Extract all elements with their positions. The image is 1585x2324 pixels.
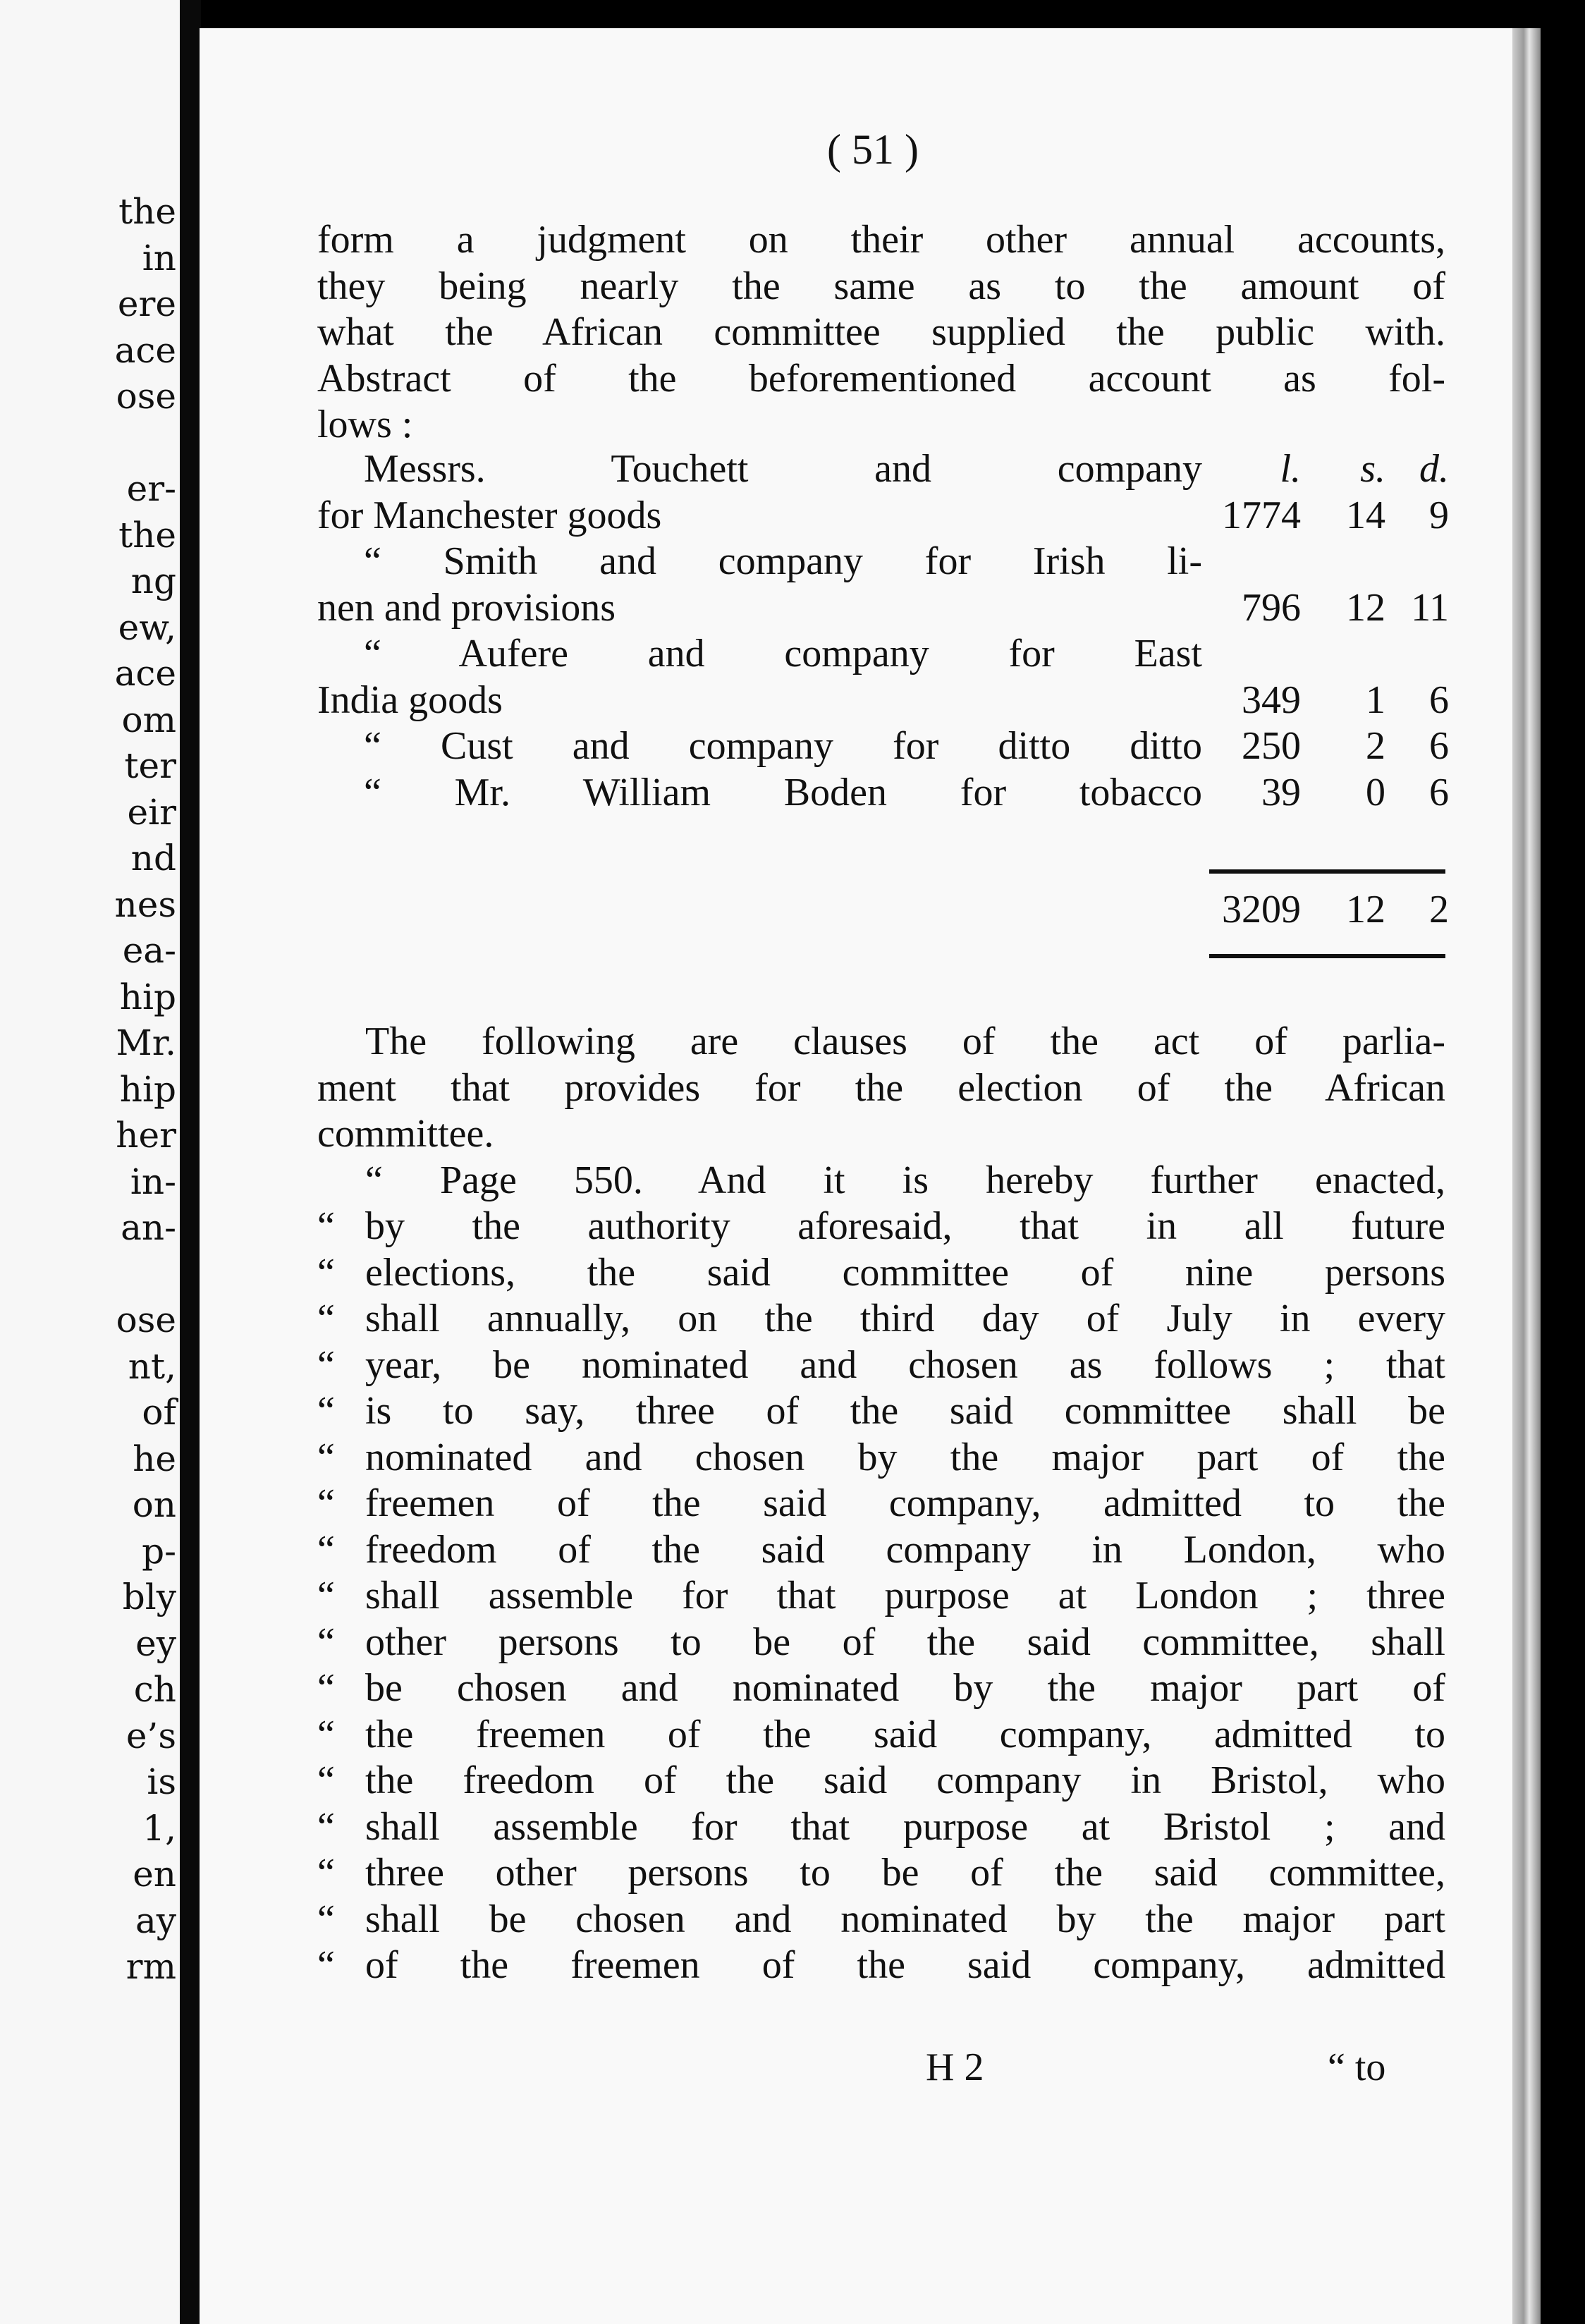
sum-rule-top xyxy=(1209,869,1445,874)
amount-shillings: 14 xyxy=(1346,493,1385,537)
clause-text: shall assemble for that purpose at London ; three xyxy=(365,1574,1445,1617)
facing-page-text xyxy=(0,189,176,1990)
facing-page-line: Mr. xyxy=(116,1022,176,1063)
amount-pounds: 250 xyxy=(1242,724,1301,768)
facing-page-line: in xyxy=(142,237,176,279)
table-row xyxy=(317,493,1449,539)
amount-shillings: 0 xyxy=(1366,770,1385,814)
clause-line xyxy=(317,1435,1445,1481)
clause-line xyxy=(317,1804,1445,1851)
facing-page-line: 1, xyxy=(142,1807,176,1849)
account-desc: “ Aufere and company for East xyxy=(364,632,1202,675)
facing-page-line: ng xyxy=(130,561,176,601)
account-desc: nen and provisions xyxy=(317,585,616,630)
facing-page-line: ey xyxy=(135,1622,176,1664)
facing-page-line: om xyxy=(121,699,176,740)
quote-mark: “ xyxy=(317,1666,335,1710)
facing-page-line: ter xyxy=(124,745,176,786)
total-pence: 2 xyxy=(1429,888,1449,931)
clause-text: the freedom of the said company in Bristol, who xyxy=(365,1759,1445,1802)
clauses-section xyxy=(317,1019,1445,1989)
facing-page-line: rm xyxy=(126,1946,176,1987)
facing-page-line: en xyxy=(133,1854,176,1895)
clause-line xyxy=(317,1665,1445,1712)
clause-line xyxy=(317,1527,1445,1574)
account-desc: “ Mr. William Boden for tobacco xyxy=(364,770,1202,814)
intro-line: they being nearly the same as to the amount of xyxy=(317,264,1445,308)
book-gutter xyxy=(180,0,201,2324)
signature-mark: H 2 xyxy=(926,2045,984,2089)
total-row xyxy=(317,887,1449,934)
intro-paragraph xyxy=(317,217,1445,448)
quote-mark: “ xyxy=(317,1297,335,1340)
intro-line: what the African committee supplied the public with. xyxy=(317,310,1445,354)
facing-page-line: on xyxy=(132,1484,176,1525)
facing-page-line: p- xyxy=(142,1530,176,1572)
facing-page-line: er- xyxy=(126,468,176,509)
clause-line xyxy=(317,1250,1445,1297)
clause-text: shall assemble for that purpose at Bristol ; and xyxy=(365,1804,1445,1849)
amount-pence: 6 xyxy=(1429,678,1449,722)
table-row xyxy=(317,585,1449,632)
account-table xyxy=(317,446,1449,931)
facing-page-line: ay xyxy=(135,1900,176,1941)
header-pounds: l. xyxy=(1280,447,1301,491)
facing-page-line: hip xyxy=(119,1068,176,1110)
header-shillings: s. xyxy=(1360,447,1385,491)
quote-mark: “ xyxy=(317,1250,335,1295)
facing-page-line: he xyxy=(133,1438,176,1479)
facing-page-line: ch xyxy=(133,1669,176,1710)
clause-text: is to say, three of the said committee shall be xyxy=(365,1389,1445,1433)
amount-shillings: 1 xyxy=(1366,678,1385,722)
quote-mark: “ xyxy=(317,1943,335,1987)
facing-page-line: her xyxy=(116,1115,176,1156)
amount-pounds: 349 xyxy=(1242,678,1301,722)
intro-line: form a judgment on their other annual accounts, xyxy=(317,218,1445,262)
facing-page-line: bly xyxy=(122,1577,176,1617)
clause-text: The following are clauses of the act of parlia- xyxy=(365,1020,1445,1063)
facing-page-line: the xyxy=(118,191,176,232)
facing-page-line: ose xyxy=(116,1299,176,1340)
clause-line xyxy=(317,1850,1445,1897)
table-row xyxy=(317,539,1445,585)
clause-line xyxy=(317,1620,1445,1666)
clause-text: elections, the said committee of nine persons xyxy=(365,1250,1445,1295)
facing-page-line: an- xyxy=(121,1207,176,1248)
facing-page-line: ace xyxy=(114,329,176,371)
clause-line xyxy=(317,1943,1445,1989)
amount-shillings: 2 xyxy=(1366,724,1385,768)
account-desc: India goods xyxy=(317,678,503,722)
facing-page-line: hip xyxy=(119,976,176,1017)
amount-pence: 6 xyxy=(1429,770,1449,814)
quote-mark: “ xyxy=(317,1343,335,1387)
quote-mark: “ xyxy=(317,1481,335,1525)
total-pounds: 3209 xyxy=(1222,888,1301,931)
facing-page-line: in- xyxy=(130,1161,176,1202)
facing-page-line: of xyxy=(142,1392,176,1433)
amount-pounds: 796 xyxy=(1242,585,1301,630)
account-desc: “ Smith and company for Irish li- xyxy=(364,539,1202,583)
facing-page-line: the xyxy=(118,514,176,556)
clause-text: shall be chosen and nominated by the major part xyxy=(365,1897,1445,1941)
amount-shillings: 12 xyxy=(1346,585,1385,630)
catchword: “ to xyxy=(1328,2045,1386,2089)
clause-text: of the freemen of the said company, admitted xyxy=(365,1943,1445,1987)
facing-page-line: nt, xyxy=(128,1345,176,1387)
clause-text: other persons to be of the said committee, shall xyxy=(365,1620,1445,1664)
facing-page-line: ere xyxy=(117,283,176,324)
quoted-clause-lines xyxy=(317,1204,1445,1989)
quote-mark: “ xyxy=(317,1527,335,1572)
facing-page-fragment xyxy=(0,0,180,2324)
quote-mark: “ xyxy=(317,1759,335,1802)
table-row xyxy=(317,770,1449,817)
sum-rule-bottom xyxy=(1209,954,1445,958)
clause-text: ment that provides for the election of the African xyxy=(317,1065,1445,1110)
clause-line xyxy=(317,1019,1445,1065)
quote-mark: “ xyxy=(317,1389,335,1433)
account-desc: for Manchester goods xyxy=(317,493,662,537)
total-shillings: 12 xyxy=(1346,888,1385,931)
quote-mark: “ xyxy=(317,1712,335,1756)
facing-page-line: ose xyxy=(116,376,176,417)
quote-mark: “ xyxy=(317,1804,335,1849)
clause-text: be chosen and nominated by the major part of xyxy=(365,1666,1445,1710)
quote-mark: “ xyxy=(317,1851,335,1895)
clause-text: the freemen of the said company, admitted to xyxy=(365,1712,1445,1756)
clause-text: committee. xyxy=(317,1112,494,1156)
clause-line xyxy=(317,1388,1445,1435)
clause-line xyxy=(317,1897,1445,1943)
account-desc: “ Cust and company for ditto ditto xyxy=(364,724,1202,768)
page-edge xyxy=(1512,28,1541,2324)
facing-page-line: ea- xyxy=(122,930,176,971)
clause-text: year, be nominated and chosen as follows ; that xyxy=(365,1343,1445,1387)
facing-page-line: nes xyxy=(114,883,176,925)
facing-page-line: nd xyxy=(130,838,176,879)
amount-pence: 6 xyxy=(1429,724,1449,768)
facing-page-line: eir xyxy=(127,791,176,833)
amount-pounds: 39 xyxy=(1261,770,1301,814)
header-pence: d. xyxy=(1419,447,1449,491)
quote-mark: “ xyxy=(317,1620,335,1664)
intro-line: Abstract of the beforementioned account as fol- xyxy=(317,356,1445,400)
amount-pence: 11 xyxy=(1411,585,1449,630)
amount-pounds: 1774 xyxy=(1222,493,1301,537)
table-row xyxy=(317,678,1449,724)
clause-text: freedom of the said company in London, who xyxy=(365,1527,1445,1572)
table-row xyxy=(317,723,1449,770)
quote-mark: “ xyxy=(317,1897,335,1941)
clause-text: three other persons to be of the said committee, xyxy=(365,1851,1445,1895)
clause-line xyxy=(317,1481,1445,1527)
clause-text: shall annually, on the third day of July in every xyxy=(365,1297,1445,1340)
page xyxy=(200,28,1512,2324)
intro-line: lows : xyxy=(317,403,413,446)
clause-text: nominated and chosen by the major part of the xyxy=(365,1435,1445,1479)
quote-mark: “ xyxy=(317,1204,335,1248)
table-row xyxy=(317,446,1449,493)
clause-line xyxy=(317,1296,1445,1343)
clause-line xyxy=(317,1758,1445,1804)
clause-line xyxy=(317,1204,1445,1250)
clause-text: “ Page 550. And it is hereby further enacted, xyxy=(365,1158,1445,1202)
page-number: ( 51 ) xyxy=(827,126,919,173)
clause-line xyxy=(317,1343,1445,1389)
amount-pence: 9 xyxy=(1429,493,1449,537)
quote-mark: “ xyxy=(317,1574,335,1617)
facing-page-line xyxy=(0,420,176,467)
table-row xyxy=(317,631,1445,678)
clause-line xyxy=(317,1158,1445,1204)
facing-page-line: e’s xyxy=(126,1715,176,1756)
clause-text: freemen of the said company, admitted to the xyxy=(365,1481,1445,1525)
facing-page-line: is xyxy=(147,1761,176,1802)
facing-page-line: ew, xyxy=(118,606,176,648)
clause-line xyxy=(317,1712,1445,1759)
quote-mark: “ xyxy=(317,1435,335,1479)
facing-page-line xyxy=(0,1252,176,1298)
facing-page-line: ace xyxy=(114,653,176,694)
clause-text: by the authority aforesaid, that in all future xyxy=(365,1204,1445,1248)
account-desc: Messrs. Touchett and company xyxy=(364,447,1202,491)
clause-line xyxy=(317,1065,1445,1112)
clause-line xyxy=(317,1111,1445,1158)
clause-line xyxy=(317,1573,1445,1620)
